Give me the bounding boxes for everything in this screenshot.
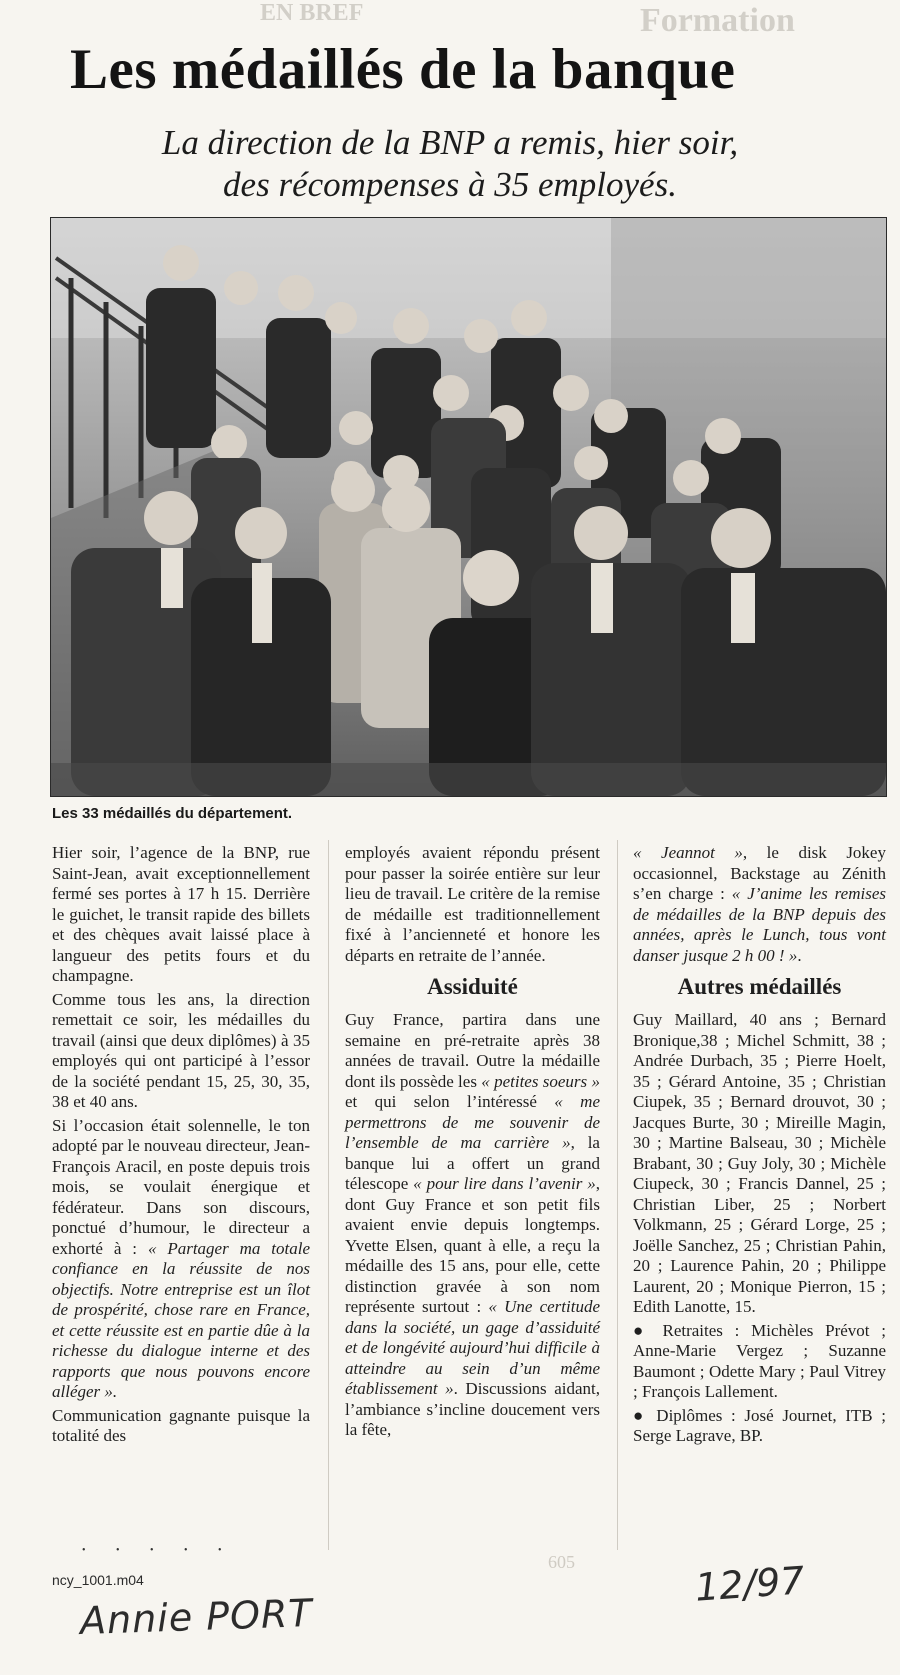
text-run: , la banque lui a offert un grand télescope xyxy=(345,1133,600,1193)
column-divider xyxy=(328,840,329,1550)
quote: « me permettrons de me souvenir de l’ensemble de ma carrière » xyxy=(345,1092,600,1152)
page-number: 605 xyxy=(548,1552,575,1572)
subhead-line: des récompenses à 35 employés. xyxy=(223,165,677,204)
medalist-list: Guy Maillard, 40 ans ; Bernard Bronique,38 ; Michel Schmitt, 38 ; Andrée Durbach, 35 ; Pierre Hoelt, 35 ; Gérard Antoine, 35 ; Christian Ciupek, 35 ; Bernard drouvot, 30 ; Jacques Burte, 30 ; Mireille Magin, 30 ; Martine Balseau, 30 ; Michèle Brabant, 30 ; Guy Joly, 30 ; Michèle Ciupeck, 30 ; Francis Dannel, 25 ; Christian Liber, 25 ; Norbert Volkmann, 25 ; Gérard Lorge, 25 ; Joëlle Sanchez, 25 ; Christian Pahin, 20 ; Laurence Pahin, 20 ; Philippe Laurent, 20 ; Monique Pierron, 15 ; Edith Lanotte, 15. xyxy=(633,1010,886,1316)
quote: « pour lire dans l’avenir » xyxy=(413,1174,596,1193)
text-run: Guy France, partira dans une semaine en pré-retraite après 38 années de travail. Outre la médaille dont ils possède les xyxy=(345,1010,600,1091)
subheadline xyxy=(0,122,900,206)
text-run: Si l’occasion était solennelle, le ton adopté par le nouveau directeur, Jean-François Aracil, en poste depuis trois mois, se voulait énergique et fédérateur. Dans son discours, ponctué d’humour, le directeur a exhorté à : xyxy=(52,1115,310,1258)
separator-dots: • • • • • xyxy=(82,1545,236,1556)
bleed-through-text: Formation xyxy=(640,2,795,39)
section-title: Assiduité xyxy=(427,974,518,999)
handwritten-date: 12/97 xyxy=(693,1558,806,1610)
paragraph xyxy=(633,843,886,966)
text-run: . xyxy=(797,945,802,965)
quote: « Une certitude dans la société, un gage d’assiduité et de longévité aujourd’hui difficile à atteindre au sein d’un même établissement » xyxy=(345,1297,600,1398)
text-run: . Discussions aidant, l’ambiance s’incline doucement vers la fête, xyxy=(345,1379,600,1439)
paragraph: Hier soir, l’agence de la BNP, rue Saint-Jean, avait exceptionnellement fermé ses portes à 17 h 15. Derrière le guichet, le transit rapide des billets et des chèques avait laissé place à langueur des petits fours et du champagne. xyxy=(52,843,310,985)
text-run: , le disk Jokey occasionnel, Backstage au Zénith s’en charge : xyxy=(633,843,886,903)
headline: Les médaillés de la banque xyxy=(70,38,736,101)
photo-caption: Les 33 médaillés du département. xyxy=(52,805,293,822)
diplomas-list: ● Diplômes : José Journet, ITB ; Serge Lagrave, BP. xyxy=(633,1405,886,1445)
handwritten-name: Annie PORT xyxy=(79,1590,314,1644)
paragraph: Comme tous les ans, la direction remettait ce soir, les médailles du travail (ainsi que deux diplômes) à 35 employés qui ont participé à l’essor de la société pendant 15, 25, 30, 35, 38 et 40 ans. xyxy=(52,989,310,1111)
column-divider xyxy=(617,840,618,1550)
paragraph: Communication gagnante puisque la totalité des xyxy=(52,1405,310,1445)
text-run: , dont Guy France et son petit fils avaient envie depuis longtemps. Yvette Elsen, quant à elle, a reçu la médaille des 15 ans, pour elle, cette distinction gravée à son nom représente surtout : xyxy=(345,1174,600,1316)
article-column-2 xyxy=(345,843,600,1441)
bleed-through-text: EN BREF xyxy=(260,0,364,26)
paragraph xyxy=(52,1116,310,1403)
paragraph xyxy=(345,1010,600,1441)
group-photo xyxy=(50,217,887,797)
text-run: et qui selon l’intéressé xyxy=(345,1092,555,1111)
article-column-3 xyxy=(633,843,886,1447)
quote: « Jeannot » xyxy=(633,843,743,862)
section-title: Autres médaillés xyxy=(677,974,842,999)
subhead-line: La direction de la BNP a remis, hier soir, xyxy=(161,123,739,162)
retirees-list: ● Retraites : Michèles Prévot ; Anne-Marie Vergez ; Suzanne Baumont ; Odette Mary ; Paul Vitrey ; François Lallement. xyxy=(633,1320,886,1401)
quote: « J’anime les remises de médailles de la BNP depuis des années, après le Lunch, tous vont danser jusque 2 h 00 ! » xyxy=(633,884,886,965)
article-column-1 xyxy=(52,843,310,1447)
paragraph: employés avaient répondu présent pour passer la soirée entière sur leur lieu de travail. Le critère de la remise de médaille est traditionnellement fixé à l’ancienneté et honore les départs en retraite de l’année. xyxy=(345,843,600,965)
quote: « petites soeurs » xyxy=(481,1071,600,1091)
quote: « Partager ma totale confiance en la réussite de nos objectifs. Notre entreprise est un îlot de prospérité, chose rare en France, et cette réussite est en partie dûe à la richesse du dialogue interne et des rapports que nous pouvons encore alléger ». xyxy=(52,1238,310,1401)
file-code: ncy_1001.m04 xyxy=(52,1572,144,1588)
